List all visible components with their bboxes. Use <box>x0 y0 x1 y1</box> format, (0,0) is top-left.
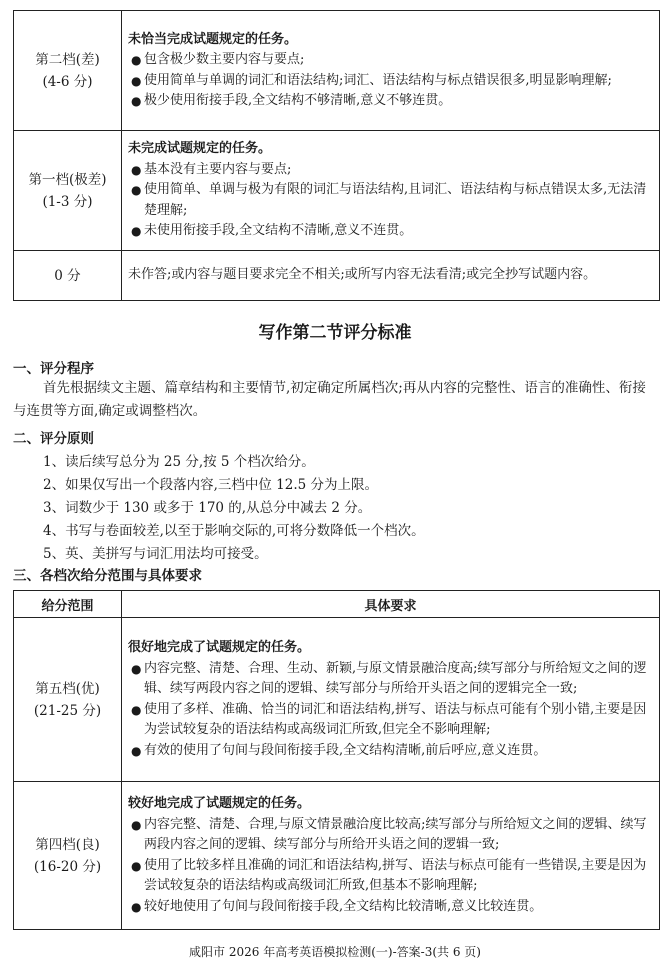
requirement-heading: 未恰当完成试题规定的任务。 <box>128 31 298 47</box>
list-item <box>128 700 653 741</box>
procedure-paragraph <box>13 377 659 423</box>
rule-item: 3、词数少于 130 或多于 170 的,从总分中减去 2 分。 <box>43 500 372 516</box>
table-row <box>14 11 660 131</box>
page-footer: 咸阳市 2026 年高考英语模拟检测(一)-答案-3(共 6 页) <box>189 945 481 959</box>
list-item <box>128 815 653 856</box>
bullet-icon: ● <box>131 183 142 198</box>
requirement-heading: 很好地完成了试题规定的任务。 <box>128 640 311 655</box>
list-item <box>128 856 653 897</box>
list-item <box>128 50 653 71</box>
table-row <box>14 251 660 301</box>
bullet-icon: ● <box>131 224 142 239</box>
section-heading: 二、评分原则 <box>13 431 94 447</box>
table-row <box>14 618 660 782</box>
bullet-icon: ● <box>131 73 142 88</box>
scoring-table-part2 <box>13 590 660 930</box>
level-cell <box>14 782 122 930</box>
level-cell <box>14 131 122 251</box>
level-name: 第一档(极差) <box>28 171 107 188</box>
section-heading: 三、各档次给分范围与具体要求 <box>13 568 202 584</box>
level-range: (4-6 分) <box>42 73 93 90</box>
list-item <box>128 91 653 112</box>
list-item <box>128 897 653 918</box>
bullet-icon: ● <box>131 858 142 873</box>
list-item <box>128 659 653 700</box>
requirement-cell <box>122 11 660 131</box>
requirement-text: 未作答;或内容与题目要求完全不相关;或所写内容无法看清;或完全抄写试题内容。 <box>128 267 597 283</box>
list-item <box>128 180 653 221</box>
section-title: 写作第二节评分标准 <box>258 323 412 343</box>
table-row <box>14 131 660 251</box>
bullet-text: 未使用衔接手段,全文结构不清晰,意义不连贯。 <box>144 223 413 239</box>
bullet-icon: ● <box>131 702 142 717</box>
scoring-table-part1 <box>13 10 660 301</box>
requirement-cell <box>122 251 660 301</box>
requirement-cell <box>122 131 660 251</box>
bullet-text: 内容完整、清楚、合理,与原文情景融洽度比较高;续写部分与所给短文之间的逻辑、续写两段内容之间的逻辑、续写部分与所给开头语之间的逻辑一致; <box>144 816 647 852</box>
section-heading: 一、评分程序 <box>13 361 94 377</box>
bullet-text: 包含极少数主要内容与要点; <box>144 52 305 67</box>
bullet-icon: ● <box>131 94 142 108</box>
bullet-text: 极少使用衔接手段,全文结构不够清晰,意义不够连贯。 <box>144 93 452 108</box>
level-cell <box>14 251 122 301</box>
level-range: (1-3 分) <box>42 193 93 210</box>
bullet-icon: ● <box>131 53 142 67</box>
bullet-text: 使用简单、单调与极为有限的词汇与语法结构,且词汇、语法结构与标点错误太多,无法清楚理解; <box>144 182 647 218</box>
bullet-text: 使用了多样、准确、恰当的词汇和语法结构,拼写、语法与标点可能有个别小错,主要是因为尝试较复杂的语法结构或高级词汇所致,但完全不影响理解; <box>144 701 647 737</box>
level-range: (21-25 分) <box>33 702 102 719</box>
bullet-icon: ● <box>131 743 142 758</box>
list-item <box>128 221 653 242</box>
requirement-cell <box>122 782 660 930</box>
column-header: 给分范围 <box>14 591 122 618</box>
bullet-text: 使用简单与单调的词汇和语法结构;词汇、语法结构与标点错误很多,明显影响理解; <box>144 72 612 88</box>
bullet-icon: ● <box>131 162 142 177</box>
rule-item: 5、英、美拼写与词汇用法均可接受。 <box>43 546 268 562</box>
list-item <box>128 71 653 92</box>
requirement-heading: 较好地完成了试题规定的任务。 <box>128 796 311 811</box>
level-name: 第四档(良) <box>35 836 100 853</box>
column-header: 具体要求 <box>122 591 660 618</box>
bullet-text: 较好地使用了句间与段间衔接手段,全文结构比较清晰,意义比较连贯。 <box>144 898 543 914</box>
bullet-text: 内容完整、清楚、合理、生动、新颖,与原文情景融洽度高;续写部分与所给短文之间的逻辑、续写两段内容之间的逻辑、续写部分与所给开头语之间的逻辑完全一致; <box>144 660 647 696</box>
bullet-icon: ● <box>131 817 142 832</box>
bullet-icon: ● <box>131 899 142 914</box>
level-name: 第二档(差) <box>35 51 100 68</box>
list-item <box>128 741 653 762</box>
level-range: (16-20 分) <box>33 858 102 875</box>
rule-item: 1、读后续写总分为 25 分,按 5 个档次给分。 <box>43 454 315 470</box>
bullet-text: 使用了比较多样且准确的词汇和语法结构,拼写、语法与标点可能有一些错误,主要是因为尝试较复杂的语法结构或高级词汇所致,但基本不影响理解; <box>144 857 647 893</box>
table-row <box>14 782 660 930</box>
rule-item: 4、书写与卷面较差,以至于影响交际的,可将分数降低一个档次。 <box>43 523 425 539</box>
requirement-heading: 未完成试题规定的任务。 <box>128 141 272 157</box>
level-cell <box>14 618 122 782</box>
bullet-icon: ● <box>131 661 142 676</box>
paragraph-text: 首先根据续文主题、篇章结构和主要情节,初定确定所属档次;再从内容的完整性、语言的准确性、衔接与连贯等方面,确定或调整档次。 <box>13 380 646 419</box>
bullet-text: 基本没有主要内容与要点; <box>144 161 292 177</box>
list-item <box>128 160 653 181</box>
bullet-text: 有效的使用了句间与段间衔接手段,全文结构清晰,前后呼应,意义连贯。 <box>144 742 547 758</box>
requirement-cell <box>122 618 660 782</box>
table-header-row <box>14 591 660 618</box>
level-name: 0 分 <box>54 267 81 284</box>
level-name: 第五档(优) <box>35 680 100 697</box>
level-cell <box>14 11 122 131</box>
rule-item: 2、如果仅写出一个段落内容,三档中位 12.5 分为上限。 <box>43 477 379 493</box>
